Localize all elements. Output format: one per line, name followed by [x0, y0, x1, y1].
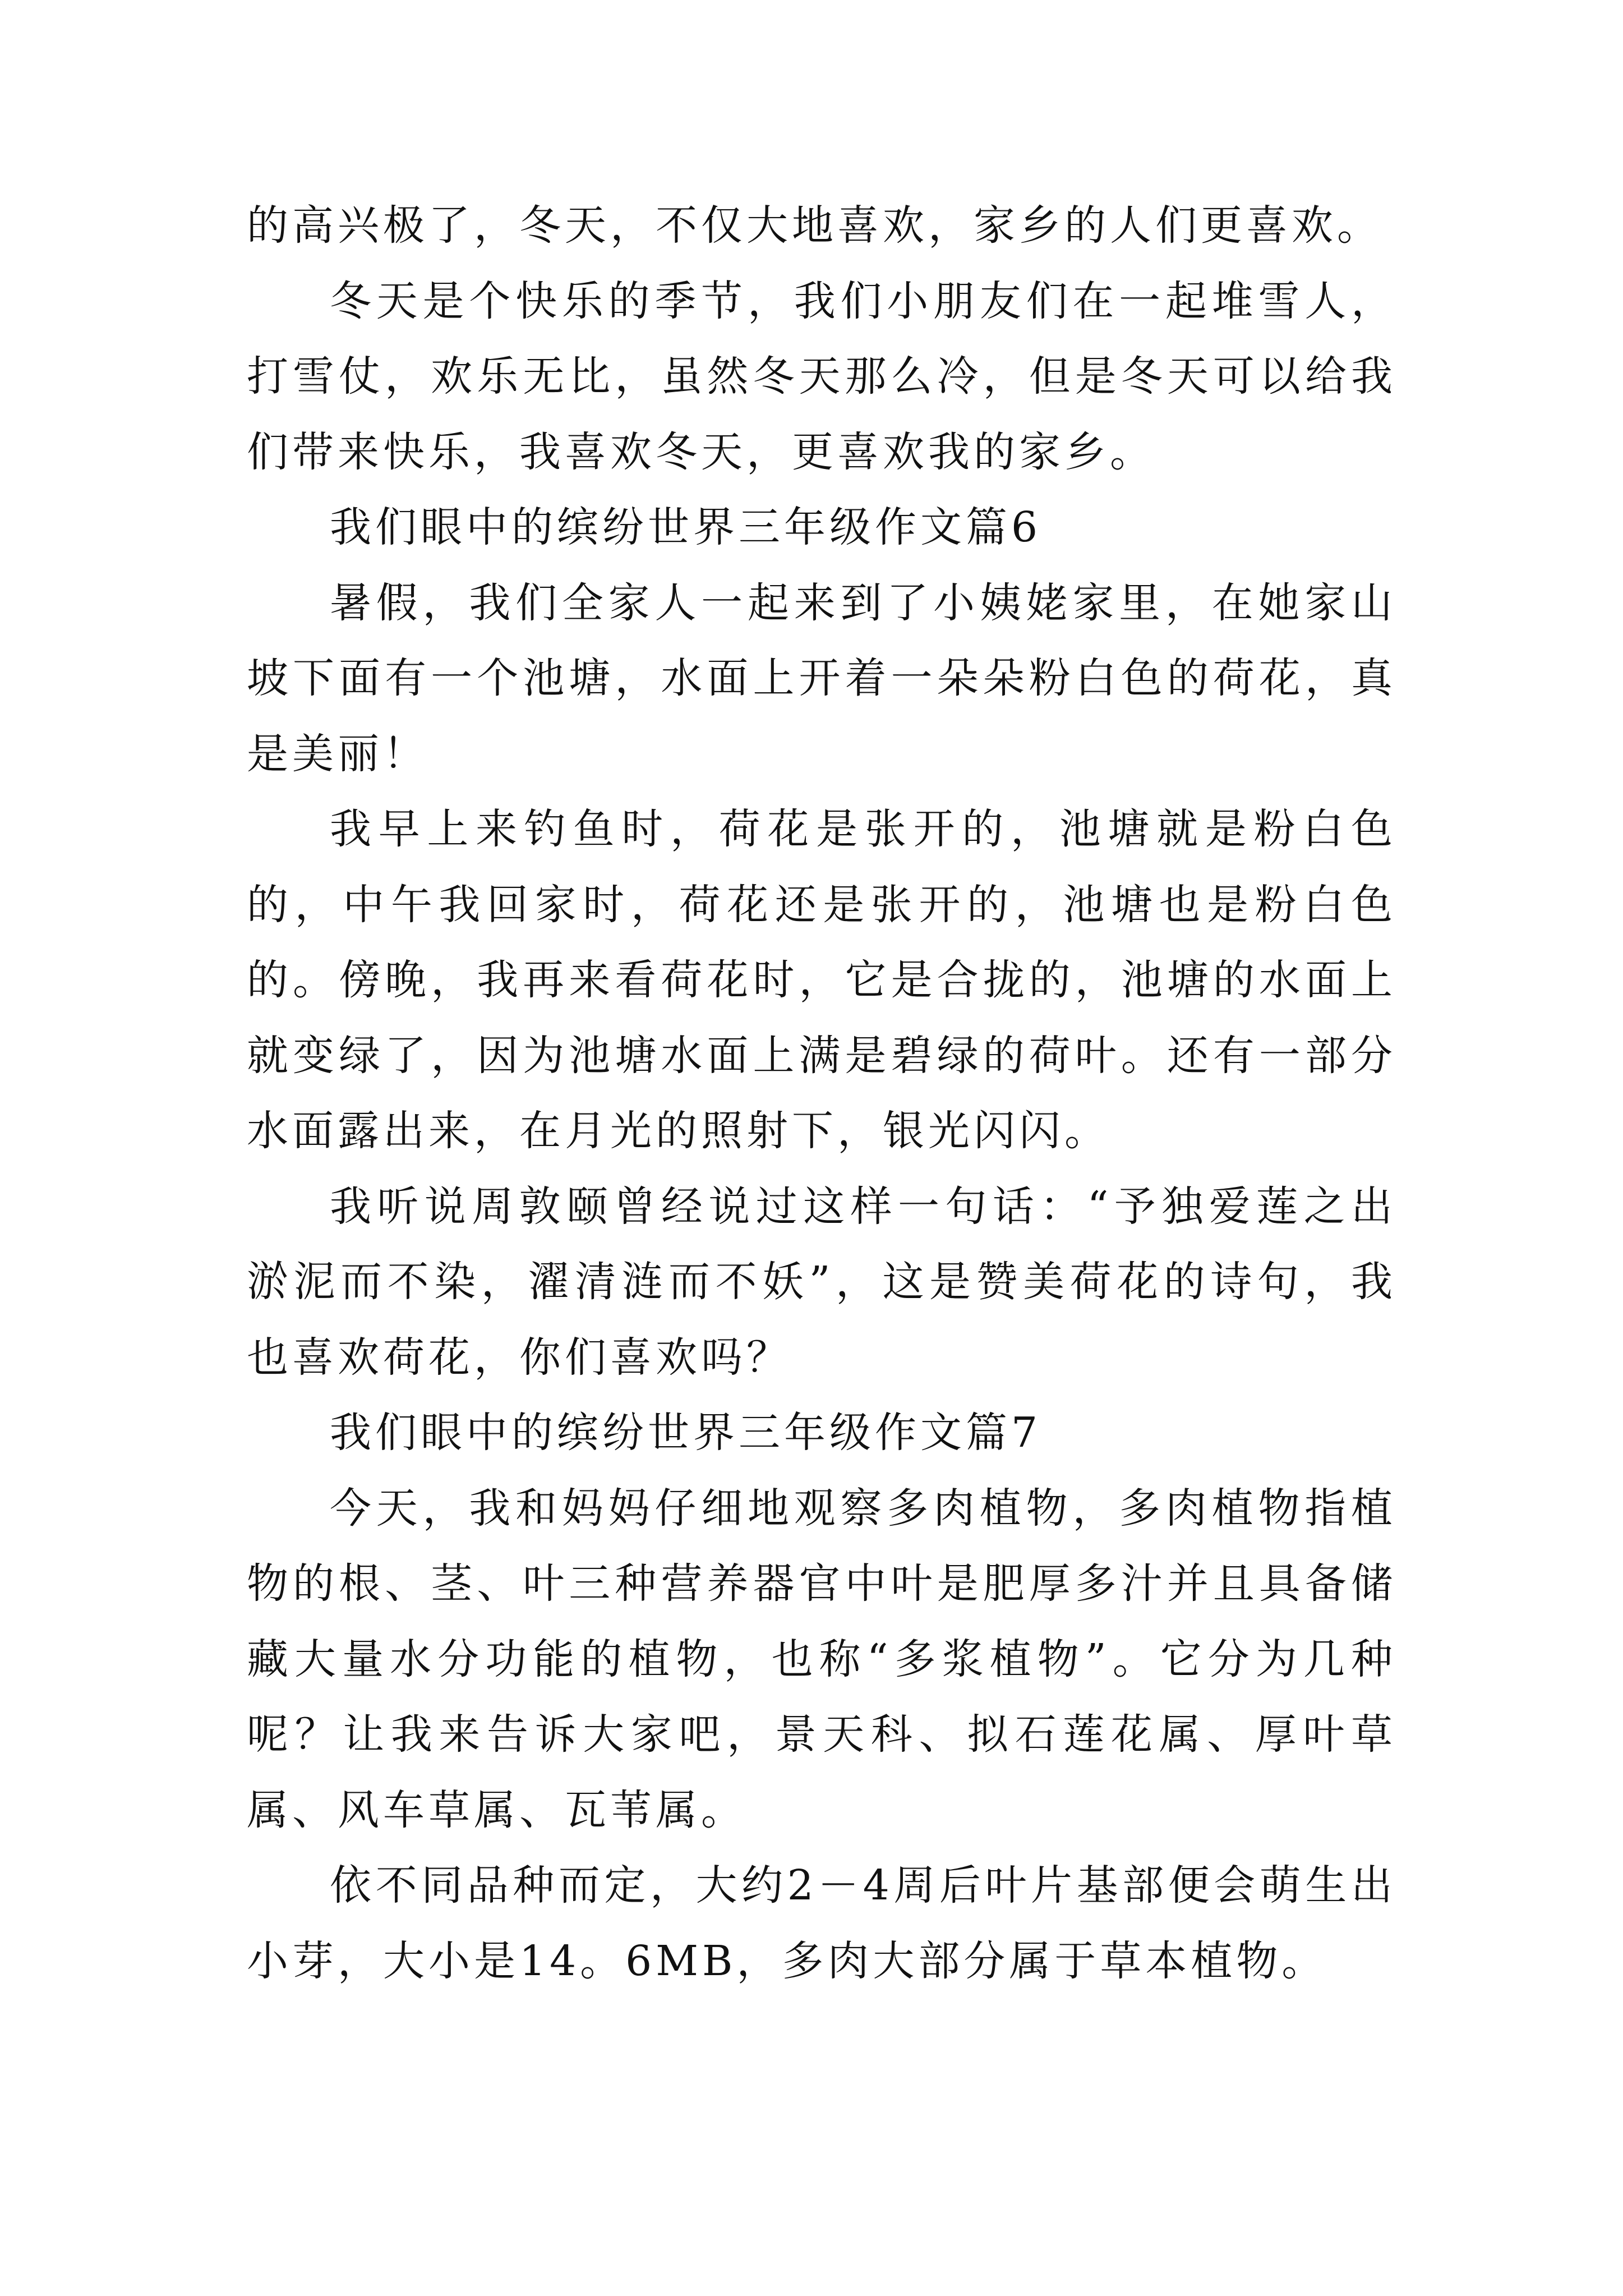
document-body — [247, 188, 1396, 1999]
essay-heading-6: 我们眼中的缤纷世界三年级作文篇6 — [330, 503, 1042, 551]
paragraph-succulent-growth: 依不同品种而定，大约2－4周后叶片基部便会萌生出小芽，大小是14。6MB，多肉大部分属于草本植物。 — [247, 1861, 1396, 1985]
paragraph-lotus-observation: 我早上来钓鱼时，荷花是张开的，池塘就是粉白色的，中午我回家时，荷花还是张开的，池塘也是粉白色的。傍晚，我再来看荷花时，它是合拢的，池塘的水面上就变绿了，因为池塘水面上满是碧绿的荷叶。还有一部分水面露出来，在月光的照射下，银光闪闪。 — [247, 805, 1396, 1155]
paragraph-zhou-dunyi-quote: 我听说周敦颐曾经说过这样一句话：“予独爱莲之出淤泥而不染，濯清涟而不妖”，这是赞美荷花的诗句，我也喜欢荷花，你们喜欢吗？ — [247, 1182, 1396, 1382]
paragraph-winter-joy: 冬天是个快乐的季节，我们小朋友们在一起堆雪人，打雪仗，欢乐无比，虽然冬天那么冷，但是冬天可以给我们带来快乐，我喜欢冬天，更喜欢我的家乡。 — [247, 277, 1396, 476]
paragraph-continuation: 的高兴极了，冬天，不仅大地喜欢，家乡的人们更喜欢。 — [247, 201, 1382, 250]
paragraph-succulent-intro: 今天，我和妈妈仔细地观察多肉植物，多肉植物指植物的根、茎、叶三种营养器官中叶是肥厚多汁并且具备储藏大量水分功能的植物，也称“多浆植物”。它分为几种呢？让我来告诉大家吧，景天科、拟石莲花属、厚叶草属、风车草属、瓦苇属。 — [247, 1484, 1396, 1834]
essay-heading-7: 我们眼中的缤纷世界三年级作文篇7 — [330, 1409, 1042, 1457]
paragraph-summer-visit: 暑假，我们全家人一起来到了小姨姥家里，在她家山坡下面有一个池塘，水面上开着一朵朵粉白色的荷花，真是美丽！ — [247, 578, 1396, 778]
